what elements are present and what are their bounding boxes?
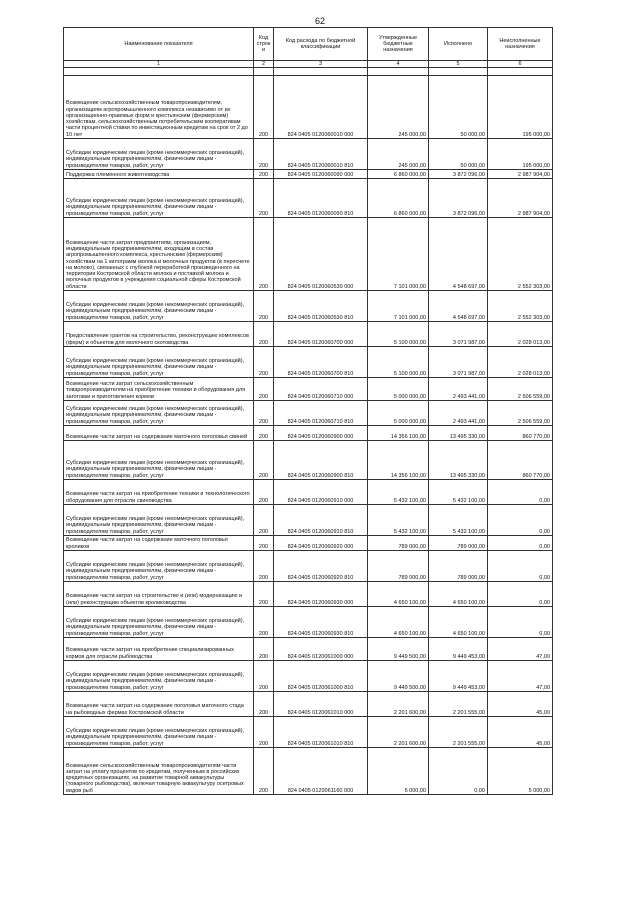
table-row: [64, 378, 553, 401]
remaining-amount-cell: 860 770,00: [488, 441, 553, 480]
indicator-name-cell: Субсидии юридическим лицам (кроме некоммерческих организаций), индивидуальным предпринимателям, физическим лицам - производителям товаров, работ, услуг: [64, 607, 254, 638]
line-code-cell: 200: [254, 441, 274, 480]
remaining-amount-cell: 0,00: [488, 536, 553, 551]
executed-amount-cell: 3 071 987,00: [429, 347, 488, 378]
blank-cell: [64, 68, 254, 76]
classification-code-cell: 824 0405 0120060090 000: [274, 170, 368, 179]
column-number-row: [64, 61, 553, 68]
classification-code-cell: 824 0405 0120060900 000: [274, 426, 368, 441]
approved-amount-cell: 245 000,00: [368, 76, 429, 139]
line-code-cell: 200: [254, 717, 274, 748]
table-row: [64, 139, 553, 170]
classification-code-cell: 824 0405 0120060710 000: [274, 378, 368, 401]
approved-amount-cell: 4 650 100,00: [368, 607, 429, 638]
indicator-name-cell: Возмещение части затрат на содержание маточного поголовья кроликов: [64, 536, 254, 551]
classification-code-cell: 824 0405 0120061010 810: [274, 717, 368, 748]
approved-amount-cell: 6 860 000,00: [368, 179, 429, 218]
blank-cell: [274, 68, 368, 76]
executed-amount-cell: 3 872 096,00: [429, 179, 488, 218]
table-row: [64, 692, 553, 717]
approved-amount-cell: 2 201 600,00: [368, 717, 429, 748]
table-row: [64, 218, 553, 291]
approved-amount-cell: 789 000,00: [368, 536, 429, 551]
approved-amount-cell: 789 000,00: [368, 551, 429, 582]
blank-row: [64, 68, 553, 76]
executed-amount-cell: 789 000,00: [429, 551, 488, 582]
line-code-cell: 200: [254, 551, 274, 582]
header-line-code: Код строк и: [254, 28, 274, 61]
indicator-name-cell: Субсидии юридическим лицам (кроме некоммерческих организаций), индивидуальным предпринимателям, физическим лицам - производителям товаров, работ, услуг: [64, 441, 254, 480]
table-row: [64, 291, 553, 322]
table-row: [64, 441, 553, 480]
executed-amount-cell: 9 449 453,00: [429, 661, 488, 692]
classification-code-cell: 824 0405 0120060530 000: [274, 218, 368, 291]
approved-amount-cell: 245 000,00: [368, 139, 429, 170]
classification-code-cell: 824 0405 0120060090 810: [274, 179, 368, 218]
classification-code-cell: 824 0405 0120060920 000: [274, 536, 368, 551]
indicator-name-cell: Предоставление грантов на строительство, реконструкцию комплексов (ферм) и объектов для молочного скотоводства: [64, 322, 254, 347]
table-row: [64, 347, 553, 378]
indicator-name-cell: Возмещение части затрат на содержание поголовья маточного стада на рыбоводных фермах Костромской области: [64, 692, 254, 717]
indicator-name-cell: Субсидии юридическим лицам (кроме некоммерческих организаций), индивидуальным предпринимателям, физическим лицам - производителям товаров, работ, услуг: [64, 347, 254, 378]
executed-amount-cell: 789 000,00: [429, 536, 488, 551]
approved-amount-cell: 6 860 000,00: [368, 170, 429, 179]
approved-amount-cell: 2 201 600,00: [368, 692, 429, 717]
approved-amount-cell: 5 000 000,00: [368, 378, 429, 401]
line-code-cell: 200: [254, 480, 274, 505]
table-row: [64, 582, 553, 607]
executed-amount-cell: 2 493 441,00: [429, 378, 488, 401]
blank-cell: [254, 68, 274, 76]
indicator-name-cell: Возмещение части затрат на содержание маточного поголовья свиней: [64, 426, 254, 441]
remaining-amount-cell: 2 552 303,00: [488, 291, 553, 322]
indicator-name-cell: Возмещение сельскохозяйственным товаропроизводителям, организациям агропромышленного комплекса независимо от их организационно-правовых форм и крестьянским (фермерским) хозяйствам, сельскохозяйственным потребительским кооперативам части процентной ставки по инвестиционным кредитам на срок от 2 до 10 лет: [64, 76, 254, 139]
classification-code-cell: 824 0405 0120061010 000: [274, 692, 368, 717]
approved-amount-cell: 5 100 000,00: [368, 347, 429, 378]
header-budget-classification: Код расхода по бюджетной классификации: [274, 28, 368, 61]
classification-code-cell: 824 0405 0120060930 000: [274, 582, 368, 607]
indicator-name-cell: Субсидии юридическим лицам (кроме некоммерческих организаций), индивидуальным предпринимателям, физическим лицам - производителям товаров, работ, услуг: [64, 179, 254, 218]
indicator-name-cell: Субсидии юридическим лицам (кроме некоммерческих организаций), индивидуальным предпринимателям, физическим лицам - производителям товаров, работ, услуг: [64, 505, 254, 536]
remaining-amount-cell: 2 552 303,00: [488, 218, 553, 291]
line-code-cell: 200: [254, 505, 274, 536]
executed-amount-cell: 50 000,00: [429, 76, 488, 139]
remaining-amount-cell: 5 000,00: [488, 748, 553, 795]
remaining-amount-cell: 0,00: [488, 480, 553, 505]
table-row: [64, 717, 553, 748]
classification-code-cell: 824 0405 0120061000 000: [274, 638, 368, 661]
indicator-name-cell: Субсидии юридическим лицам (кроме некоммерческих организаций), индивидуальным предпринимателям, физическим лицам - производителям товаров, работ, услуг: [64, 661, 254, 692]
remaining-amount-cell: 860 770,00: [488, 426, 553, 441]
indicator-name-cell: Субсидии юридическим лицам (кроме некоммерческих организаций), индивидуальным предпринимателям, физическим лицам - производителям товаров, работ, услуг: [64, 717, 254, 748]
executed-amount-cell: 2 201 555,00: [429, 717, 488, 748]
column-number: 4: [368, 61, 429, 68]
executed-amount-cell: 4 650 100,00: [429, 582, 488, 607]
line-code-cell: 200: [254, 170, 274, 179]
table-row: [64, 505, 553, 536]
line-code-cell: 200: [254, 748, 274, 795]
approved-amount-cell: 5 100 000,00: [368, 322, 429, 347]
table-row: [64, 607, 553, 638]
remaining-amount-cell: 2 987 904,00: [488, 179, 553, 218]
executed-amount-cell: 5 432 100,00: [429, 480, 488, 505]
executed-amount-cell: 2 201 555,00: [429, 692, 488, 717]
header-approved: Утвержденные бюджетные назначения: [368, 28, 429, 61]
indicator-name-cell: Возмещение части затрат на строительство и (или) модернизацию и (или) реконструкцию объектов кролиководства: [64, 582, 254, 607]
indicator-name-cell: Субсидии юридическим лицам (кроме некоммерческих организаций), индивидуальным предпринимателям, физическим лицам - производителям товаров, работ, услуг: [64, 291, 254, 322]
executed-amount-cell: 9 449 453,00: [429, 638, 488, 661]
executed-amount-cell: 4 548 697,00: [429, 218, 488, 291]
column-number: 2: [254, 61, 274, 68]
table-row: [64, 638, 553, 661]
line-code-cell: 200: [254, 218, 274, 291]
remaining-amount-cell: 47,00: [488, 661, 553, 692]
indicator-name-cell: Поддержка племенного животноводства: [64, 170, 254, 179]
executed-amount-cell: 13 495 330,00: [429, 426, 488, 441]
approved-amount-cell: 7 101 000,00: [368, 291, 429, 322]
classification-code-cell: 824 0405 0120061160 000: [274, 748, 368, 795]
line-code-cell: 200: [254, 638, 274, 661]
remaining-amount-cell: 0,00: [488, 607, 553, 638]
approved-amount-cell: 5 000 000,00: [368, 401, 429, 426]
line-code-cell: 200: [254, 661, 274, 692]
remaining-amount-cell: 0,00: [488, 505, 553, 536]
line-code-cell: 200: [254, 179, 274, 218]
remaining-amount-cell: 45,00: [488, 692, 553, 717]
table-row: [64, 401, 553, 426]
indicator-name-cell: Возмещение части затрат на приобретение специализированных кормов для отрасли рыбоводства: [64, 638, 254, 661]
column-number: 3: [274, 61, 368, 68]
classification-code-cell: 824 0405 0120060930 810: [274, 607, 368, 638]
line-code-cell: 200: [254, 607, 274, 638]
blank-cell: [488, 68, 553, 76]
line-code-cell: 200: [254, 582, 274, 607]
table-row: [64, 536, 553, 551]
table-header-row: [64, 28, 553, 61]
table-row: [64, 551, 553, 582]
table-row: [64, 170, 553, 179]
approved-amount-cell: 5 000,00: [368, 748, 429, 795]
executed-amount-cell: 3 872 096,00: [429, 170, 488, 179]
approved-amount-cell: 9 449 500,00: [368, 638, 429, 661]
remaining-amount-cell: 47,00: [488, 638, 553, 661]
indicator-name-cell: Возмещение части затрат сельскохозяйственным товаропроизводителям на приобретение техники и оборудования для заготовки и приготовления кормов: [64, 378, 254, 401]
line-code-cell: 200: [254, 378, 274, 401]
approved-amount-cell: 14 356 100,00: [368, 441, 429, 480]
table-row: [64, 426, 553, 441]
blank-cell: [429, 68, 488, 76]
executed-amount-cell: 50 000,00: [429, 139, 488, 170]
table-row: [64, 661, 553, 692]
remaining-amount-cell: 2 028 013,00: [488, 322, 553, 347]
classification-code-cell: 824 0405 0120060910 810: [274, 505, 368, 536]
classification-code-cell: 824 0405 0120060530 810: [274, 291, 368, 322]
executed-amount-cell: 13 495 330,00: [429, 441, 488, 480]
classification-code-cell: 824 0405 0120061000 810: [274, 661, 368, 692]
column-number: 5: [429, 61, 488, 68]
indicator-name-cell: Субсидии юридическим лицам (кроме некоммерческих организаций), индивидуальным предпринимателям, физическим лицам - производителям товаров, работ, услуг: [64, 401, 254, 426]
column-number: 1: [64, 61, 254, 68]
blank-cell: [368, 68, 429, 76]
indicator-name-cell: Субсидии юридическим лицам (кроме некоммерческих организаций), индивидуальным предпринимателям, физическим лицам - производителям товаров, работ, услуг: [64, 551, 254, 582]
approved-amount-cell: 5 432 100,00: [368, 480, 429, 505]
indicator-name-cell: Возмещение части затрат на приобретение техники и технологического оборудования для отрасли свиноводства: [64, 480, 254, 505]
remaining-amount-cell: 195 000,00: [488, 76, 553, 139]
approved-amount-cell: 7 101 000,00: [368, 218, 429, 291]
indicator-name-cell: Возмещение сельскохозяйственным товаропроизводителям части затрат на уплату процентов по кредитам, полученным в российских кредитных организациях, на развитие товарной аквакультуры (товарного рыбоводства), включая товарную аквакультуру осетровых видов рыб: [64, 748, 254, 795]
line-code-cell: 200: [254, 76, 274, 139]
header-indicator-name: Наименование показателя: [64, 28, 254, 61]
classification-code-cell: 824 0405 0120060710 810: [274, 401, 368, 426]
classification-code-cell: 824 0405 0120060910 000: [274, 480, 368, 505]
line-code-cell: 200: [254, 426, 274, 441]
remaining-amount-cell: 2 506 559,00: [488, 401, 553, 426]
indicator-name-cell: Возмещение части затрат предприятиям, организациям, индивидуальным предпринимателям, входящим в состав агропромышленного комплекса, крестьянским (фермерским) хозяйствам на 1 килограмм молока и молочных продуктов (в пересчете на молоко), связанных с глубокой переработкой произведенного на территории Костромской области молока и поставкой молока и молочных продуктов в учреждения социальной сферы Костромской области: [64, 218, 254, 291]
remaining-amount-cell: 195 000,00: [488, 139, 553, 170]
approved-amount-cell: 4 650 100,00: [368, 582, 429, 607]
executed-amount-cell: 4 650 100,00: [429, 607, 488, 638]
approved-amount-cell: 14 356 100,00: [368, 426, 429, 441]
line-code-cell: 200: [254, 401, 274, 426]
executed-amount-cell: 3 071 987,00: [429, 322, 488, 347]
approved-amount-cell: 5 432 100,00: [368, 505, 429, 536]
remaining-amount-cell: 2 506 559,00: [488, 378, 553, 401]
classification-code-cell: 824 0405 0120060700 000: [274, 322, 368, 347]
executed-amount-cell: 4 548 697,00: [429, 291, 488, 322]
remaining-amount-cell: 2 028 013,00: [488, 347, 553, 378]
line-code-cell: 200: [254, 322, 274, 347]
remaining-amount-cell: 45,00: [488, 717, 553, 748]
classification-code-cell: 824 0405 0120060900 810: [274, 441, 368, 480]
remaining-amount-cell: 2 987 904,00: [488, 170, 553, 179]
table-row: [64, 322, 553, 347]
table-row: [64, 748, 553, 795]
line-code-cell: 200: [254, 536, 274, 551]
executed-amount-cell: 5 432 100,00: [429, 505, 488, 536]
indicator-name-cell: Субсидии юридическим лицам (кроме некоммерческих организаций), индивидуальным предпринимателям, физическим лицам - производителям товаров, работ, услуг: [64, 139, 254, 170]
executed-amount-cell: 2 493 441,00: [429, 401, 488, 426]
line-code-cell: 200: [254, 692, 274, 717]
classification-code-cell: 824 0405 0120060700 810: [274, 347, 368, 378]
classification-code-cell: 824 0405 0120060010 810: [274, 139, 368, 170]
remaining-amount-cell: 0,00: [488, 582, 553, 607]
line-code-cell: 200: [254, 291, 274, 322]
column-number: 6: [488, 61, 553, 68]
budget-report-table: [63, 27, 553, 795]
approved-amount-cell: 9 449 500,00: [368, 661, 429, 692]
remaining-amount-cell: 0,00: [488, 551, 553, 582]
line-code-cell: 200: [254, 139, 274, 170]
table-row: [64, 480, 553, 505]
table-row: [64, 76, 553, 139]
classification-code-cell: 824 0405 0120060920 810: [274, 551, 368, 582]
line-code-cell: 200: [254, 347, 274, 378]
header-executed: Исполнено: [429, 28, 488, 61]
header-remaining: Неисполненные назначения: [488, 28, 553, 61]
page-number: 62: [314, 16, 325, 26]
classification-code-cell: 824 0405 0120060010 000: [274, 76, 368, 139]
table-row: [64, 179, 553, 218]
executed-amount-cell: 0,00: [429, 748, 488, 795]
